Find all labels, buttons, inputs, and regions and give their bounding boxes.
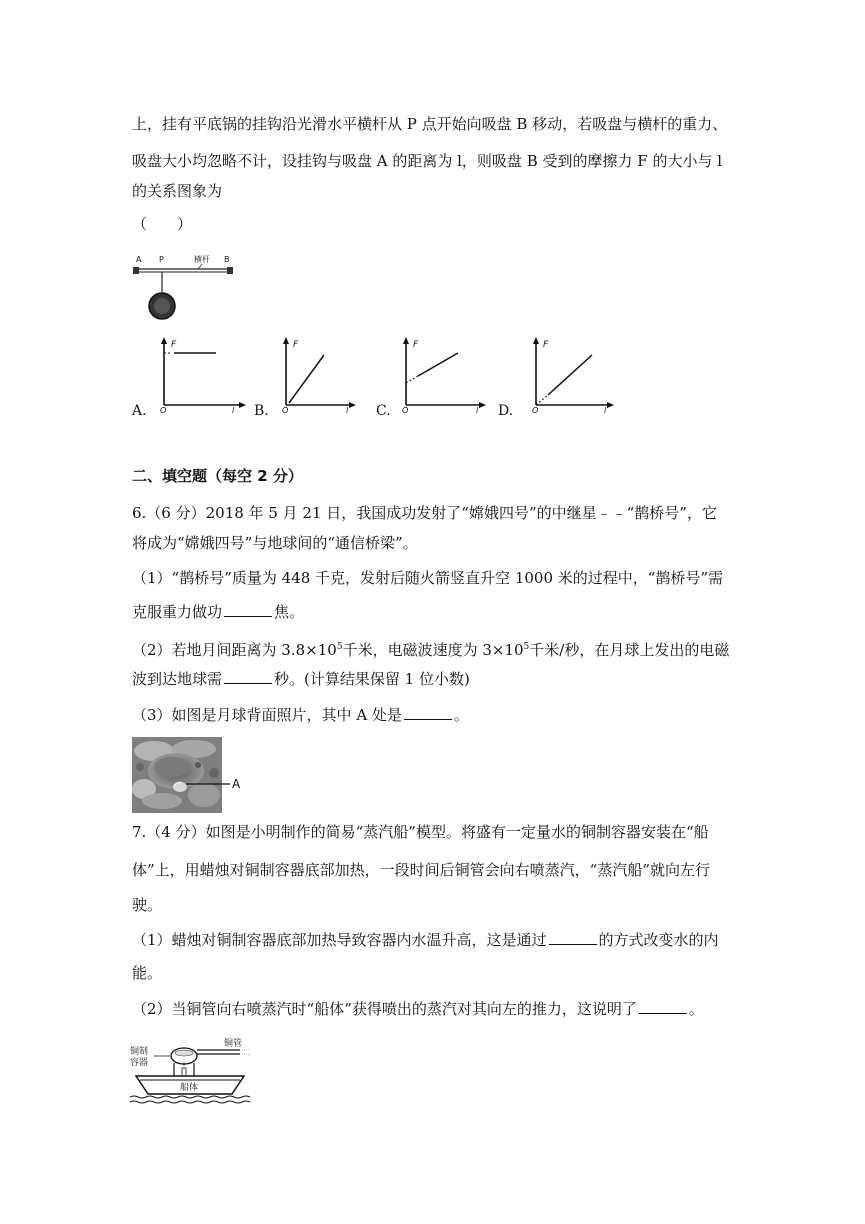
axis-l: l (232, 406, 235, 415)
label-container-2: 容器 (130, 1058, 149, 1068)
q7-line-1: 7.（4 分）如图是小明制作的简易“蒸汽船”模型。将盛有一定量水的铜制容器安装在“船 (132, 823, 709, 841)
axis-o: O (160, 406, 167, 415)
q7-part1-line2: 能。 (132, 964, 163, 982)
graph-option-a (158, 335, 250, 415)
label-container-1: 铜制 (130, 1047, 149, 1057)
q6-part3-text: （3）如图是月球背面照片，其中 A 处是 (132, 706, 402, 724)
q6-part2-text-e: 秒。(计算结果保留 1 位小数) (274, 670, 470, 688)
axis-o: O (402, 406, 409, 415)
option-a-label: A. (132, 403, 147, 419)
q6-part2-text-b: 千米，电磁波速度为 3×10 (342, 641, 524, 659)
answer-blank[interactable] (224, 669, 272, 684)
q7-part2-text: （2）当铜管向右喷蒸汽时“船体”获得喷出的蒸汽对其向左的推力，这说明了 (132, 1000, 637, 1018)
q7-part1-text: （1）蜡烛对铜制容器底部加热导致容器内水温升高，这是通过 (132, 931, 547, 949)
q7-line-2: 体”上，用蜡烛对铜制容器底部加热，一段时间后铜管会向右喷蒸汽，“蒸汽船”就向左行 (132, 861, 711, 879)
exponent: 5 (336, 642, 343, 652)
answer-blank[interactable] (639, 999, 687, 1014)
q6-part2-line2 (132, 669, 470, 689)
option-d-label: D. (498, 403, 514, 419)
axis-l: l (476, 406, 479, 415)
q7-part1-text-b: 的方式改变水的内 (598, 931, 719, 949)
label-pipe: 铜管 (224, 1039, 243, 1049)
q7-part2-line (132, 999, 704, 1019)
q7-line-3: 驶。 (132, 896, 163, 914)
fig-label-a: A (136, 255, 142, 264)
option-c-label: C. (376, 403, 391, 419)
q6-part3-line (132, 705, 469, 725)
q6-part2-text-d: 波到达地球需 (132, 670, 223, 688)
axis-f: F (293, 340, 299, 350)
label-hull: 船体 (180, 1083, 199, 1093)
answer-blank[interactable] (224, 602, 272, 617)
moon-label-a: A (232, 777, 241, 791)
answer-blank[interactable] (549, 930, 597, 945)
q5-line-1: 上，挂有平底锅的挂钩沿光滑水平横杆从 P 点开始向吸盘 B 移动，若吸盘与横杆的重力、 (132, 115, 728, 133)
q5-apparatus-figure (128, 252, 240, 328)
q6-line-1: 6.（6 分）2018 年 5 月 21 日，我国成功发射了“嫦娥四号”的中继星﹣﹣“鹊桥号”，它 (132, 504, 717, 522)
q5-line-2: 吸盘大小均忽略不计，设挂钩与吸盘 A 的距离为 l，则吸盘 B 受到的摩擦力 F 的大小与 l (132, 152, 723, 170)
q6-part1-line2 (132, 602, 304, 622)
q6-part2-text-c: 千米/秒，在月球上发出的电磁 (529, 641, 730, 659)
graph-option-d (530, 335, 622, 415)
answer-blank[interactable] (404, 705, 452, 720)
fig-label-b: B (224, 255, 230, 264)
moon-photo (132, 737, 244, 813)
section-title: 二、填空题（每空 2 分） (132, 467, 303, 485)
q6-part1-line1: （1）“鹊桥号”质量为 448 千克，发射后随火箭竖直升空 1000 米的过程中，“鹊桥号”需 (132, 569, 724, 587)
q7-part2-end: 。 (688, 1000, 704, 1018)
q6-part3-end: 。 (453, 706, 469, 724)
option-b-label: B. (254, 403, 269, 419)
q5-line-3: 的关系图象为 (132, 182, 223, 200)
graph-option-b (280, 335, 372, 415)
q5-answer-bracket: （ ） (132, 215, 193, 233)
q6-part1-text: 克服重力做功 (132, 603, 223, 621)
axis-o: O (282, 406, 289, 415)
fig-label-p: P (159, 255, 164, 264)
q7-part1-line1 (132, 930, 719, 950)
q6-part1-unit: 焦。 (274, 603, 305, 621)
q6-part2-line1 (132, 637, 729, 660)
steam-boat-figure (128, 1036, 258, 1110)
fig-label-bar: 横杆 (194, 255, 210, 264)
axis-f: F (543, 340, 549, 350)
q6-part2-text-a: （2）若地月间距离为 3.8×10 (132, 641, 337, 659)
axis-o: O (532, 406, 539, 415)
axis-f: F (171, 340, 177, 350)
axis-l: l (346, 406, 349, 415)
axis-f: F (413, 340, 419, 350)
q6-line-2: 将成为“嫦娥四号”与地球间的“通信桥梁”。 (132, 534, 418, 552)
exponent: 5 (523, 642, 530, 652)
axis-l: l (604, 406, 607, 415)
graph-option-c (400, 335, 492, 415)
